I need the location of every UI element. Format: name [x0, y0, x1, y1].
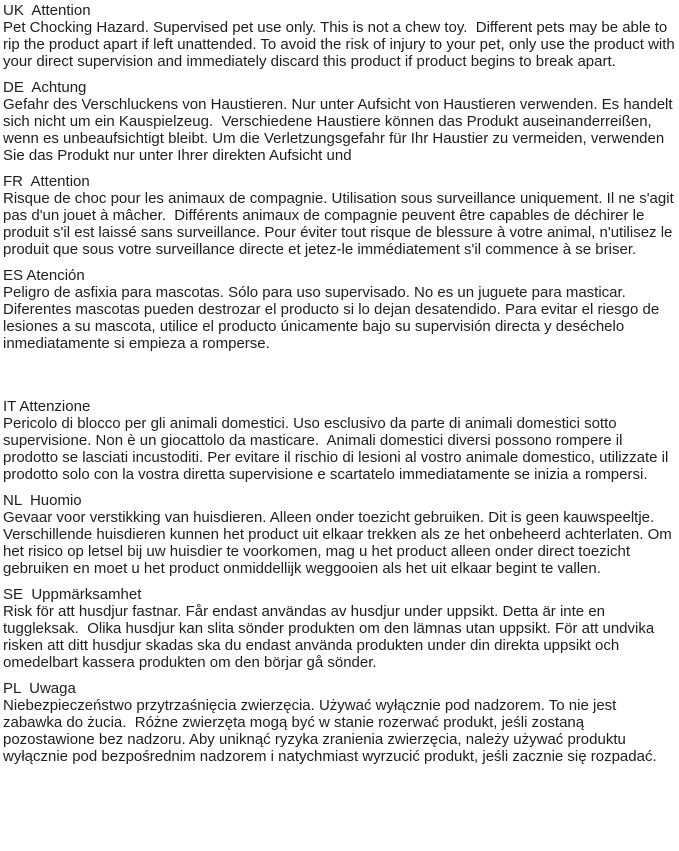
warning-body-nl: Gevaar voor verstikking van huisdieren. Alleen onder toezicht gebruiken. Dit is geen kauwspeeltje. Verschillende huisdieren kunnen het product uit elkaar trekken als ze het onbeheerd achterlaten. Om het risico op letsel bij uw huisdier te voorkomen, mag u het product alleen onder direct toezicht gebruiken en moet u het product onmiddellijk weggooien als het uit elkaar begint te vallen.: [3, 509, 676, 577]
warning-body-pl: Niebezpieczeństwo przytrzaśnięcia zwierzęcia. Używać wyłącznie pod nadzorem. To nie jest zabawka do żucia. Różne zwierzęta mogą być w stanie rozerwać produkt, jeśli zostaną pozostawione bez nadzoru. Aby uniknąć ryzyka zranienia zwierzęcia, należy używać produktu wyłącznie pod bezpośrednim nadzorem i natychmiast wyrzucić produkt, jeśli zacznie się rozpadać.: [3, 697, 657, 765]
warning-heading-fr: FR Attention: [3, 173, 90, 190]
warning-section-nl: [3, 492, 677, 577]
warning-heading-es: ES Atención: [3, 267, 85, 284]
warning-body-it: Pericolo di blocco per gli animali domestici. Uso esclusivo da parte di animali domestici sotto supervisione. Non è un giocattolo da masticare. Animali domestici diversi possono rompere il prodotto se lasciati incustoditi. Per evitare il rischio di lesioni al vostro animale domestico, utilizzate il prodotto solo con la vostra diretta supervisione e scartatelo immediatamente se inizia a rompersi.: [3, 415, 673, 483]
warning-section-se: [3, 586, 677, 671]
warning-body-de: Gefahr des Verschluckens von Haustieren. Nur unter Aufsicht von Haustieren verwenden. Es handelt sich nicht um ein Kauspielzeug. Verschiedene Haustiere können das Produkt auseinanderreißen, wenn es unbeaufsichtigt bleibt. Um die Verletzungsgefahr für Ihr Haustier zu vermeiden, verwenden Sie das Produkt nur unter Ihrer direkten Aufsicht und: [3, 96, 677, 164]
warning-heading-pl: PL Uwaga: [3, 680, 76, 697]
warning-heading-de: DE Achtung: [3, 79, 87, 96]
warning-body-es: Peligro de asfixia para mascotas. Sólo para uso supervisado. No es un juguete para masticar. Diferentes mascotas pueden destrozar el producto si lo dejan desatendido. Para evitar el riesgo de lesiones a su mascota, utilice el producto únicamente bajo su supervisión directa y deséchelo inmediatamente si empieza a romperse.: [3, 284, 664, 352]
warning-heading-nl: NL Huomio: [3, 492, 82, 509]
warning-section-es: [3, 267, 677, 352]
warning-heading-it: IT Attenzione: [3, 398, 91, 415]
warning-body-se: Risk för att husdjur fastnar. Får endast användas av husdjur under uppsikt. Detta är inte en tuggleksak. Olika husdjur kan slita sönder produkten om den lämnas utan uppsikt. För att undvika risken att ditt husdjur skadas ska du endast använda produkten under din direkta uppsikt och omedelbart kassera produkten om den börjar gå sönder.: [3, 603, 659, 671]
warning-heading-se: SE Uppmärksamhet: [3, 586, 142, 603]
warning-heading-uk: UK Attention: [3, 2, 91, 19]
warning-body-fr: Risque de choc pour les animaux de compagnie. Utilisation sous surveillance uniquement. Il ne s'agit pas d'un jouet à mâcher. Différents animaux de compagnie peuvent être capables de déchirer le produit s'il est laissé sans surveillance. Pour éviter tout risque de blessure à votre animal, n'utilisez le produit que sous votre surveillance directe et jetez-le immédiatement s'il commence à se briser.: [3, 190, 678, 258]
warning-section-fr: [3, 173, 677, 258]
warning-section-it: [3, 398, 677, 483]
warning-section-pl: [3, 680, 677, 765]
warning-section-de: [3, 79, 677, 164]
warning-body-uk: Pet Chocking Hazard. Supervised pet use only. This is not a chew toy. Different pets may be able to rip the product apart if left unattended. To avoid the risk of injury to your pet, only use the product with your direct supervision and immediately discard this product if product begins to break apart.: [3, 19, 679, 70]
warning-section-uk: [3, 2, 677, 70]
